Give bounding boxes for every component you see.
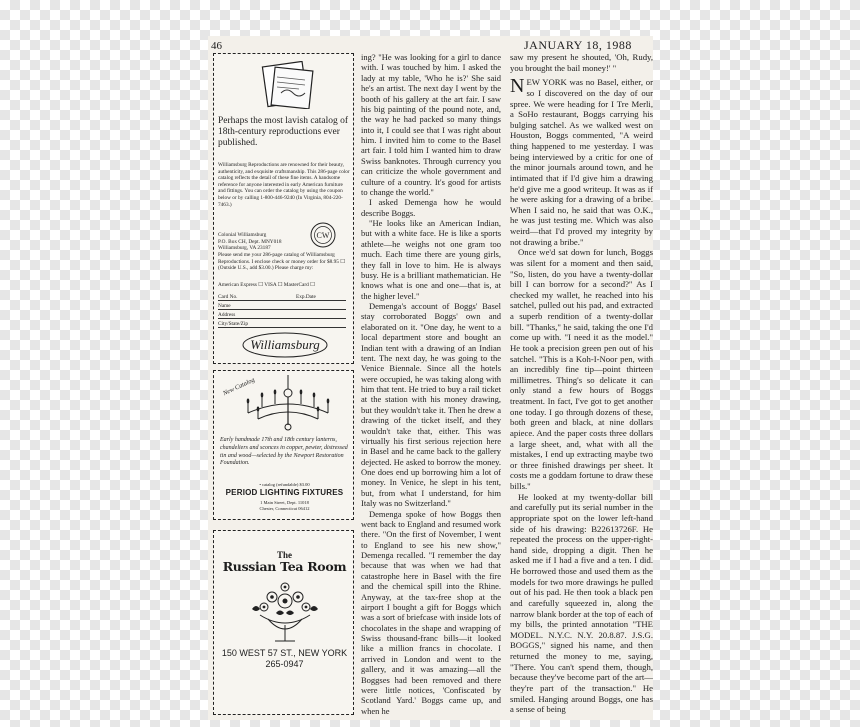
coupon-field-card: Card No. Exp.Date — [218, 294, 346, 301]
williamsburg-order-line: You can order the catalog by using the coupon below or by calling 1-800-446-9240 (In Virginia, 804-220-7463.) — [218, 188, 343, 208]
section-opening-paragraph: NEW YORK was no Basel, either, or so I discovered on the day of our spree. We were heading for I Tre Merli, a SoHo restaurant, Boggs carrying his bulging satchel. As we walked west on Houston, Boggs commented, "A weird thing happened to me yesterday. I was being interviewed by a critic for one of the minor journals around town, and he intimated that if I'd give him a drawing he'd give me a good writeup. It was as if he were asking for a drawing of a bribe. When I said no, he said that was O.K., he was just testing me. Which was also weird—that I'd proved my integrity by not drawing a bribe." — [510, 75, 653, 247]
period-lighting-title: PERIOD LIGHTING FIXTURES — [225, 488, 344, 497]
page-date: JANUARY 18, 1988 — [524, 38, 632, 52]
williamsburg-ad — [213, 53, 354, 364]
chandelier-illustration — [218, 375, 348, 439]
article-paragraph: Demenga spoke of how Boggs then went back to England and resumed work there. "On the first of November, I went to England to see his new show," Demenga recalled. "I remember the day because that was when we had that catastrophe here in Basel with the fire and the chemical spill into the Rhine. Anyway, at the tax-free shop at the airport I bought a gift for Boggs which was a sort of briefcase with inside lots of chocolates in the shape and wrapping of Swiss thousand-franc bills—it looked like a million francs in chocolate. I arrived in London and went to the gallery, and it was amazing—all the Boggses had been removed and there were little notices, 'Confiscated by Scotland Yard.' Boggs came up, and when he — [361, 508, 501, 716]
article-paragraph: ing? "He was looking for a girl to dance with. I was touched by him. I asked the lady at my table, 'Who he is?' She said he's an artist. The next day I went by the booth of his gallery at the art fair. I saw his big painting of the pound note, and, the way he had packed so many things into it, I could see that I was right about him. I invited him to come to the Basel art fair. I told him I wanted him to draw Swiss banknotes. Through currency you can criticize the whole government and culture of a country. It's good for artists to change the world." — [361, 52, 501, 197]
payment-options: American Express ☐ VISA ☐ MasterCard ☐ — [218, 282, 315, 288]
article-column-2 — [510, 52, 653, 715]
article-paragraph: "He looks like an American Indian, but with a white face. He is like a sports athlete—he weighs not one gram too much. Each time there are young girls, they fall in love to him. He is always busy. He is a brilliant mathematician. He knows what is one and one—that is, at the higher level." — [361, 218, 501, 301]
svg-text:Williamsburg: Williamsburg — [250, 337, 320, 352]
tea-room-address: 150 WEST 57 ST., NEW YORK — [221, 648, 348, 658]
williamsburg-logo — [240, 330, 330, 360]
catalog-illustration — [259, 61, 321, 109]
williamsburg-body: Williamsburg Reproductions are renowned for their beauty, authenticity, and exquisite craftsmanship. This 286-page color catalog reflects the detail of these fine items. A handsome reference for anyone interested in early American furniture and fittings. — [218, 162, 350, 195]
russian-tea-room-ad — [213, 530, 354, 715]
williamsburg-headline: Perhaps the most lavish catalog of 18th-century reproductions ever published. — [218, 116, 349, 148]
williamsburg-order-text: Please send me your 286-page catalog of Williamsburg Reproductions. I enclose check or money order for $8.95 ☐ (Outside U.S., add $3.00.) Please charge my: — [218, 252, 345, 272]
drop-cap: N — [510, 75, 525, 98]
tea-room-the: The — [276, 550, 292, 560]
period-lighting-description: Early handmade 17th and 18th century lanterns, chandeliers and sconces in copper, pewter, distressed tin and wood—selected by the Newport Restoration Foundation. — [220, 437, 348, 467]
catalog-note: • catalog (refundable) $3.00 — [259, 482, 310, 487]
tea-room-phone: 265-0947 — [265, 659, 304, 669]
tea-room-name: Russian Tea Room — [222, 559, 347, 574]
small-caps-lead: EW YORK — [526, 77, 567, 88]
colonial-williamsburg-seal-icon — [310, 222, 336, 248]
article-paragraph: I asked Demenga how he would describe Boggs. — [361, 197, 501, 218]
period-lighting-ad — [213, 370, 354, 520]
samovar-bouquet-illustration — [242, 579, 328, 645]
coupon-field-address: Address — [218, 312, 346, 319]
article-paragraph: Demenga's account of Boggs' Basel stay corroborated Boggs' own and elaborated on it. "One day, he went to a local department store and bought an Indian tent with a drawing of an Indian tent. The next day, he was going to the Venice Biennale. Since all the hotels were occupied, he was taking along with him that tent. He tried to buy a rail ticket at the station with his money drawing, but they wouldn't take it. Then he drew a drawing of the ticket itself, and they wouldn't take that, either. This was virtually his first serious rejection here in Basel and he came back to the gallery dejected. He asked to borrow the money. One does end up borrowing him a lot of money. In Venice, he slept in his tent, but, from what I understand, for him Italy was no Switzerland." — [361, 301, 501, 509]
page-number: 46 — [211, 40, 222, 52]
article-paragraph: Once we'd sat down for lunch, Boggs was silent for a moment and then said, "So, listen, do you have a twenty-dollar bill I can borrow for a second?" As I checked my wallet, he reached into his satchel, pulled out his pad, and extracted a superb rendition of a twenty-dollar bill. "Thanks," he said, taking the one I'd come up with. "I need it as the model." He took a precision green pen out of his satchel. "This is a Koh-I-Noor pen, with an incredibly fine tip—point thirteen millimetres. Thing's so delicate it can only stand a few hours of Boggs treatment. In fact, I've got to get another one today. I go through dozens of these, both green and black, at nine dollars apiece. And the paper costs three dollars a large sheet, and, what with all the mistakes, I end up extracting maybe two or three finished drawings per sheet. It costs me a goddam fortune to draw these bills." — [510, 247, 653, 491]
coupon-field-city: City/State/Zip — [218, 321, 346, 328]
article-paragraph: saw my present he shouted, 'Oh, Rudy, you brought the bail money!' " — [510, 52, 653, 73]
article-column-1 — [361, 52, 501, 716]
period-lighting-address: 1 Main Street, Dept. 11018 Chester, Connecticut 06412 — [259, 500, 310, 511]
svg-text:CW: CW — [316, 231, 330, 240]
svg-text:New Catalog: New Catalog — [221, 376, 256, 398]
article-paragraph: He looked at my twenty-dollar bill and carefully put its serial number in the appropriate spot on the lower left-hand side of his drawing: B22613726F. He repeated the process on the upper-right-hand side, dropping a digit. Then he asked me if I had a five and a ten. I did. He borrowed those and used them as the models for two more drawings he pulled out of his pad. He then took a black pen and carefully squeezed in, along the narrow blank border at the top of each of my bills, the printed annotation "THE MODEL. N.Y.C. N.Y. 20.8.87. J.S.G. BOGGS," signed his name, and then returned the money to me, saying, "There. You can't spend them, though, because they've become part of the art—they're part of the transaction." He smiled. Hanging around Boggs, one has a sense of being — [510, 491, 653, 715]
williamsburg-address: Colonial Williamsburg P.O. Box CH, Dept. MNY018 Williamsburg, VA 23187 — [218, 232, 282, 252]
coupon-field-name: Name — [218, 303, 346, 310]
